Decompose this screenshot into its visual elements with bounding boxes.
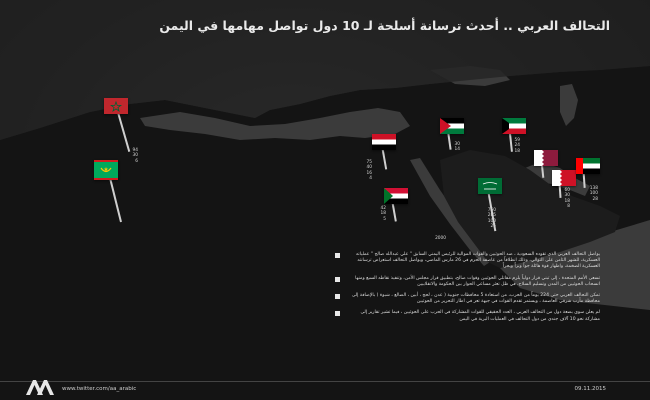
footer-divider	[0, 381, 650, 382]
stats-saudi: 750 285 100 25	[487, 208, 496, 230]
bullet-list	[335, 252, 600, 328]
bullet-item: يواصل التحالف العربي الذي تقوده السعودية ، ضد الحوثيين والقوات الموالية للرئيس اليمني السابق " علي عبدالله صالح " عملياته العسكرية، للشهر الثامن على التوالي، وذلك انطلاقاً من عاصفة الحزم في 26 مارس الماضي، ويواصل التحالف استعراض ترسانته العسكرية الضخمة، واظهار قوة هائلة جواً وبراً وبحراً	[335, 252, 600, 271]
stats-morocco: 94 30 6	[132, 148, 138, 164]
bullet-item: تسعى الأمم المتحدة ، إلى تبني قرار دولياً يلزم مقاتلي الحوثيين وقوات صالح، بتطبيق قرار مجلس الأمن، وتنفيذ نقاطه السبع ومنها انسحاب الحوثيين من المدن وتسليم السلاح، في ظل تعثر مساعي الحوار بين الحكومة والانقلابيين	[335, 276, 600, 288]
bullet-item: تمكن التحالف العربي حتى 224 يوماً من الحرب، من استعادة 5 محافظات جنوبية ( عدن ، لحج ، أبين ، الضالع ، شبوة ) بالإضافة إلى محافظة مأرب شرقي العاصمة ، ويستمر تقدم القوات في جبهة تعز في اطار التحرير من الحوثيين	[335, 293, 600, 305]
stats-uae: 138 100 28	[589, 186, 598, 202]
stats-saudi-troops: 2000	[435, 236, 446, 241]
publish-date: 09.11.2015	[574, 386, 606, 392]
bullet-item: لم يعلن سوى بضعة دول من التحالف العربي ، العدد الحقيقي للقوات المشاركة في الحرب على الحوثيين ، فيما تشير تقارير إلى مشاركة نحو 10 آلاف جندي من دول التحالف في العمليات البرية في اليمن	[335, 310, 600, 322]
aa-logo-icon	[24, 378, 56, 396]
star-icon	[104, 98, 128, 114]
main-title: التحالف العربي .. أحدث ترسانة أسلحة لـ 10 دول تواصل مهامها في اليمن	[159, 18, 610, 33]
stats-qatar-bahrain: 60 30 18 8	[564, 188, 570, 210]
stats-kuwait: 59 24 18	[514, 138, 520, 154]
stats-jordan: 30 14	[454, 142, 460, 153]
stats-egypt: 75 40 16 4	[366, 160, 372, 182]
twitter-handle[interactable]: www.twitter.com/aa_arabic	[62, 386, 137, 392]
stats-sudan: 42 18 5	[380, 206, 386, 222]
